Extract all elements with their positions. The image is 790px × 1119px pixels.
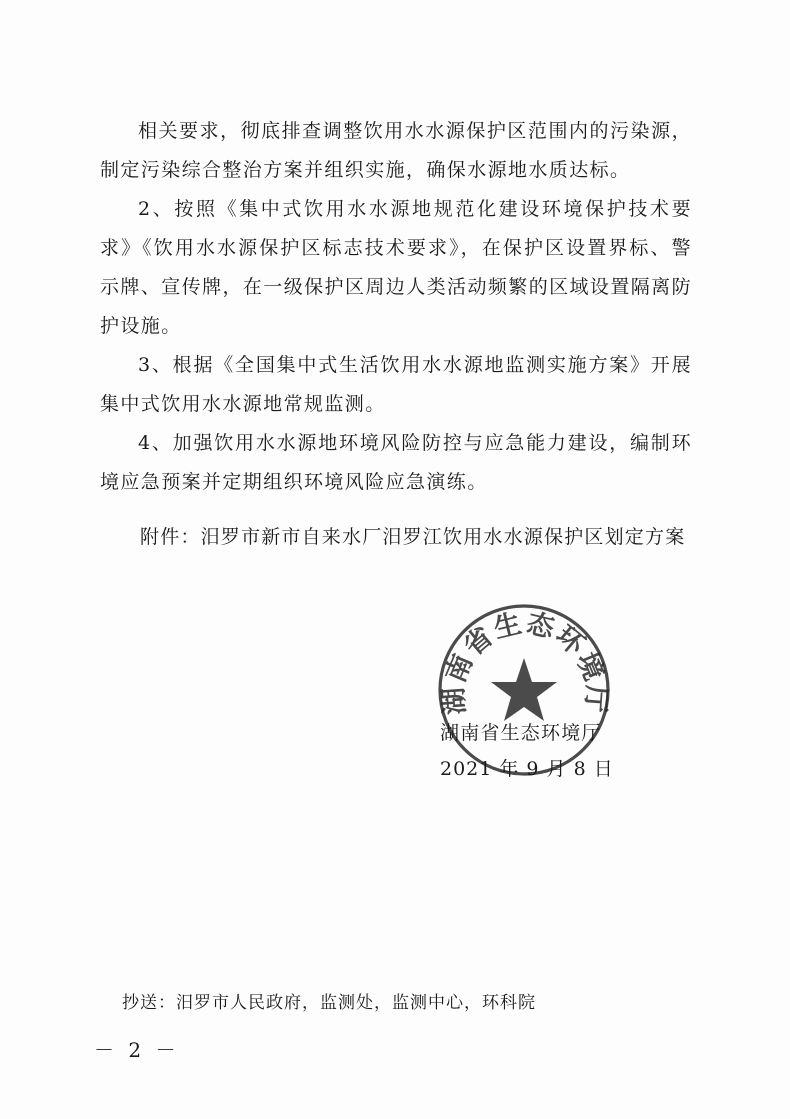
issue-date: 2021 年 9 月 8 日 bbox=[440, 758, 614, 780]
page-number: － 2 － bbox=[94, 1038, 180, 1062]
issuer-name: 湖南省生态环境厅 bbox=[440, 722, 602, 744]
svg-text:湖南省生态环境厅: 湖南省生态环境厅 bbox=[438, 607, 612, 716]
paragraph-item-4: 4、加强饮用水水源地环境风险防控与应急能力建设，编制环境应急预案并定期组织环境风险应急演练。 bbox=[100, 432, 692, 493]
paragraph-item-3: 3、根据《全国集中式生活饮用水水源地监测实施方案》开展集中式饮用水水源地常规监测。 bbox=[100, 354, 692, 415]
document-body bbox=[100, 112, 692, 502]
attachment-line: 附件：汨罗市新市自来水厂汨罗江饮用水水源保护区划定方案 bbox=[140, 526, 686, 548]
official-seal bbox=[436, 602, 612, 778]
paragraph-item-2: 2、按照《集中式饮用水水源地规范化建设环境保护技术要求》《饮用水水源保护区标志技术要求》，在保护区设置界标、警示牌、宣传牌，在一级保护区周边人类活动频繁的区域设置隔离防护设施。 bbox=[100, 198, 692, 337]
cc-line: 抄送：汨罗市人民政府，监测处，监测中心，环科院 bbox=[122, 993, 536, 1013]
paragraph-continued: 相关要求，彻底排查调整饮用水水源保护区范围内的污染源，制定污染综合整治方案并组织实施，确保水源地水质达标。 bbox=[100, 120, 692, 181]
